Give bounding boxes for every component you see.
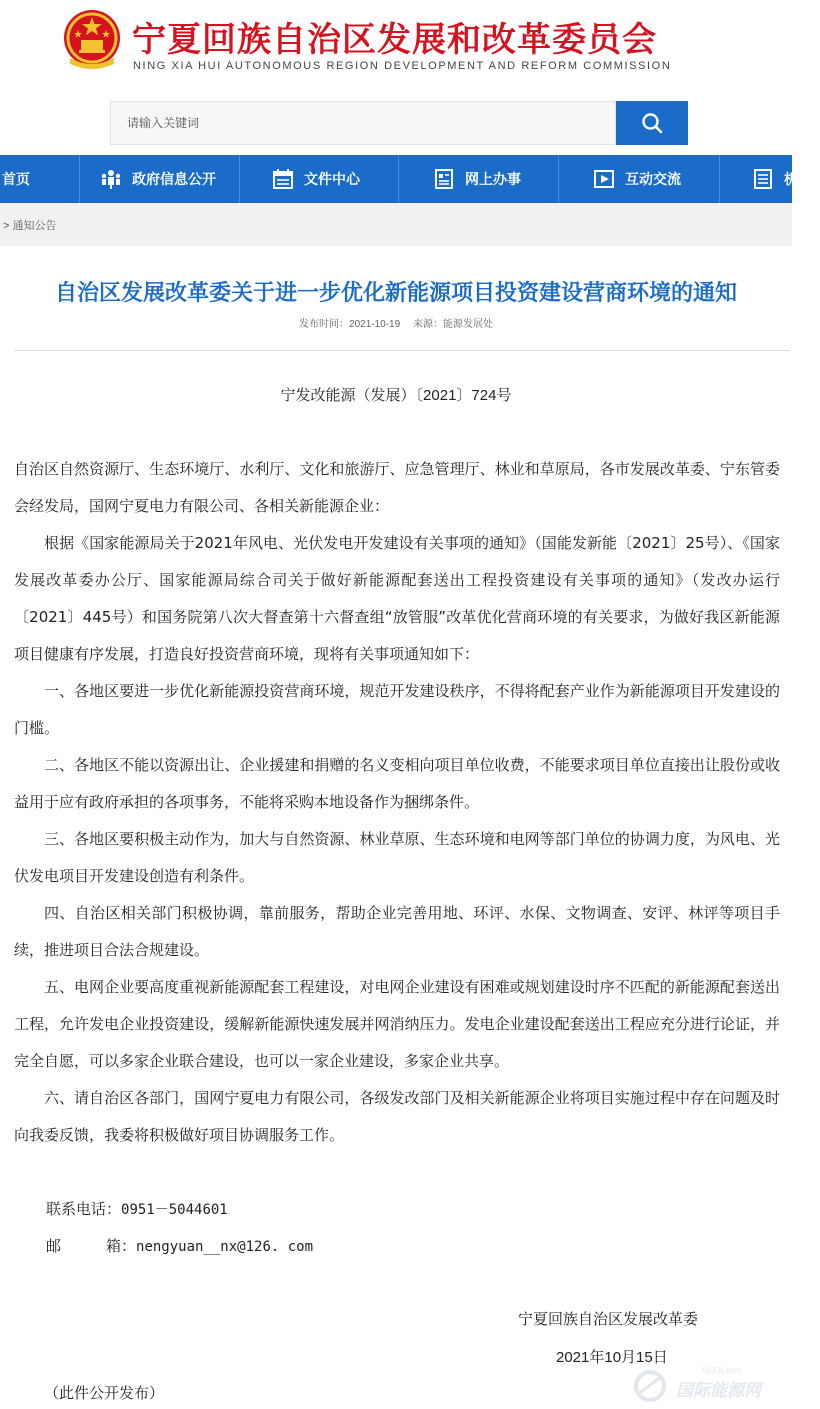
- article-title: 自治区发展改革委关于进一步优化新能源项目投资建设营商环境的通知: [54, 281, 737, 306]
- main-nav: [0, 155, 798, 203]
- article-body: [14, 451, 780, 1154]
- phone-label: 联系电话：: [46, 1201, 122, 1218]
- nav-item-label: 网上办事: [465, 171, 521, 187]
- breadcrumb-bar: [0, 203, 792, 246]
- calendar-icon: [272, 168, 294, 190]
- nav-item-label: 文件中心: [304, 171, 360, 187]
- nav-item-label: 首页: [2, 171, 30, 187]
- title-divider: [14, 350, 790, 351]
- watermark-small-text: IN-EN.com: [702, 1366, 742, 1375]
- addressee-paragraph: 自治区自然资源厅、生态环境厅、水利厅、文化和旅游厅、应急管理厅、林业和草原局，各市发展改革委、宁东管委会经发局，国网宁夏电力有限公司、各相关新能源企业：: [14, 460, 780, 515]
- nav-item-interaction[interactable]: [559, 155, 720, 203]
- search-icon: [641, 112, 663, 134]
- body-paragraph: 五、电网企业要高度重视新能源配套工程建设，对电网企业建设有困难或规划建设时序不匹配的新能源配套送出工程，允许发电企业投资建设，缓解新能源快速发展并网消纳压力。发电企业建设配套送出工程应充分进行论证，并完全自愿，可以多家企业联合建设，也可以一家企业建设，多家企业共享。: [14, 978, 780, 1070]
- signature-org: 宁夏回族自治区发展改革委: [518, 1311, 699, 1328]
- nav-item-label: 机: [784, 171, 798, 187]
- contact-phone: [46, 1198, 228, 1219]
- search-bar: [110, 101, 690, 147]
- nav-item-label: 政府信息公开: [132, 171, 216, 187]
- phone-value: 0951－5044601: [121, 1202, 228, 1218]
- nav-item-online-service[interactable]: [399, 155, 559, 203]
- breadcrumb[interactable]: > 通知公告: [3, 220, 57, 232]
- article-meta: [0, 315, 792, 330]
- watermark-logo-icon: [628, 1366, 672, 1404]
- site-title: 宁夏回族自治区发展和改革委员会: [132, 20, 657, 60]
- nav-item-label: 互动交流: [625, 171, 681, 187]
- video-icon: [593, 168, 615, 190]
- watermark: [628, 1366, 788, 1404]
- public-note: （此件公开发布）: [44, 1385, 165, 1402]
- article-source: 来源：能源发展处: [412, 319, 493, 330]
- body-paragraph: 二、各地区不能以资源出让、企业援建和捐赠的名义变相向项目单位收费，不能要求项目单位直接出让股份或收益用于应有政府承担的各项事务，不能将采购本地设备作为捆绑条件。: [14, 756, 780, 811]
- nav-item-gov-info[interactable]: [80, 155, 240, 203]
- watermark-text: 国际能源网: [676, 1381, 761, 1400]
- body-paragraph: 四、自治区相关部门积极协调，靠前服务，帮助企业完善用地、环评、水保、文物调查、安评、林评等项目手续，推进项目合法合规建设。: [14, 904, 780, 959]
- site-header: [0, 0, 792, 155]
- body-paragraph: 三、各地区要积极主动作为，加大与自然资源、林业草原、生态环境和电网等部门单位的协调力度，为风电、光伏发电项目开发建设创造有利条件。: [14, 830, 780, 885]
- list-icon: [752, 168, 774, 190]
- signature-date: 2021年10月15日: [556, 1349, 668, 1366]
- nav-item-documents[interactable]: [240, 155, 399, 203]
- national-emblem-icon[interactable]: [62, 8, 122, 70]
- body-paragraph: 根据《国家能源局关于2021年风电、光伏发电开发建设有关事项的通知》（国能发新能〔2021〕25号）、《国家发展改革委办公厅、国家能源局综合司关于做好新能源配套送出工程投资建设有关事项的通知》（发改办运行〔2021〕445号）和国务院第八次大督查第十六督查组“放管服”改革优化营商环境的有关要求，为做好我区新能源项目健康有序发展，打造良好投资营商环境，现将有关事项通知如下：: [14, 534, 780, 663]
- body-paragraph: 一、各地区要进一步优化新能源投资营商环境，规范开发建设秩序，不得将配套产业作为新能源项目开发建设的门槛。: [14, 682, 780, 737]
- search-input[interactable]: [110, 101, 616, 145]
- body-paragraph: 六、请自治区各部门，国网宁夏电力有限公司，各级发改部门及相关新能源企业将项目实施过程中存在问题及时向我委反馈，我委将积极做好项目协调服务工作。: [14, 1089, 780, 1144]
- publish-time: 发布时间：2021-10-19: [299, 319, 401, 330]
- people-icon: [100, 168, 122, 190]
- document-number: 宁发改能源（发展）〔2021〕724号: [280, 387, 512, 404]
- document-icon: [433, 168, 455, 190]
- contact-email: [46, 1235, 313, 1256]
- search-button[interactable]: [616, 101, 688, 145]
- email-value: nengyuan__nx@126. com: [136, 1239, 314, 1255]
- site-subtitle: NING XIA HUI AUTONOMOUS REGION DEVELOPMENT AND REFORM COMMISSION: [133, 60, 672, 72]
- nav-item-agency[interactable]: [720, 155, 820, 203]
- email-label: 邮 箱：: [46, 1238, 137, 1255]
- nav-item-home[interactable]: [0, 155, 80, 203]
